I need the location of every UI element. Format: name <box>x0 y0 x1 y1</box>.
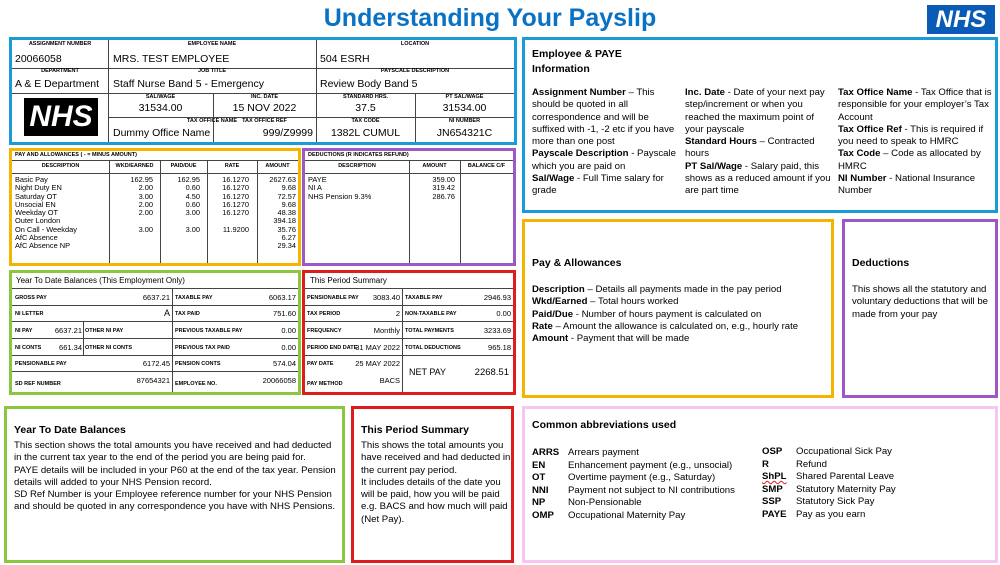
inc-date: 15 NOV 2022 <box>232 102 297 114</box>
ytd-sd-ref-label: SD REF NUMBER <box>15 381 61 387</box>
abbr-desc: Shared Parental Leave <box>796 471 895 483</box>
ytd-prev-taxable: 0.00 <box>281 326 296 335</box>
payscale-description: Review Body Band 5 <box>320 78 418 90</box>
ytd-taxable-pay-label: TAXABLE PAY <box>175 295 213 301</box>
standard-hrs-label: STANDARD HRS. <box>342 94 389 100</box>
pt-sal-wage-label: PT SAL/WAGE <box>445 94 484 100</box>
ytd-info-box <box>4 406 345 563</box>
ytd-ni-conts: 661.34 <box>59 343 82 352</box>
deduction-amounts: 359.00 319.42 286.76 <box>432 175 455 201</box>
assignment-number-desc: – This should be quoted in all correspondence and will be suffixed with -1, -2 etc if you have more than one post <box>532 87 675 148</box>
abbr-desc: Statutory Sick Pay <box>796 496 875 508</box>
period-non-taxable: 0.00 <box>496 309 511 318</box>
employee-info-box <box>522 37 998 213</box>
ytd-pensionable-label: PENSIONABLE PAY <box>15 361 67 367</box>
period-pensionable: 3083.40 <box>372 293 400 302</box>
pay-info-box <box>522 219 834 398</box>
pay-info-heading: Pay & Allowances <box>532 257 622 269</box>
page-title: Understanding Your Payslip <box>323 4 657 32</box>
tax-office-name-label: TAX OFFICE NAME <box>186 118 237 124</box>
ytd-gross-pay-label: GROSS PAY <box>15 295 47 301</box>
pt-sal-wage-term: PT Sal/Wage <box>685 160 743 172</box>
ytd-ni-letter-label: NI LETTER <box>15 311 44 317</box>
ytd-ni-conts-label: NI CONTS <box>15 345 42 351</box>
paid-due-term: Paid/Due <box>532 308 574 320</box>
pt-sal-wage: 31534.00 <box>442 102 487 114</box>
period-info-text: This shows the total amounts you have received and had deducted in the current pay period. It includes details of the date you will be paid, how you will be paid e.g. BACS and how much will paid (Net Pay). <box>361 440 511 525</box>
wkd-earned-desc: – Total hours worked <box>587 296 679 308</box>
ni-number: JN654321C <box>436 127 493 139</box>
payscale-description-desc: - Payscale which you are paid on <box>532 148 676 172</box>
rate-desc: – Amount the allowance is calculated on, e.g., hourly rate <box>552 320 799 332</box>
pt-sal-wage-desc: - Salary paid, this shows as a reduced amount if you are part time <box>685 160 831 197</box>
ytd-employee-no: 20066058 <box>262 376 296 385</box>
tax-code: 1382L CUMUL <box>330 127 401 139</box>
assignment-number-term: Assignment Number <box>532 87 626 98</box>
ytd-other-ni-pay-label: OTHER NI PAY <box>85 328 124 334</box>
abbreviations-left <box>532 447 735 523</box>
employee-name-label: EMPLOYEE NAME <box>187 41 237 47</box>
period-taxable: 2946.93 <box>483 293 511 302</box>
employee-info-col-3 <box>838 87 994 198</box>
standard-hours-term: Standard Hours <box>685 136 757 148</box>
abbr-code: OMP <box>532 509 554 521</box>
period-heading: This Period Summary <box>310 276 387 285</box>
period-total-payments-label: TOTAL PAYMENTS <box>405 328 454 334</box>
job-title-label: JOB TITLE <box>197 68 227 74</box>
abbreviations-heading: Common abbreviations used <box>532 419 677 431</box>
sal-wage-term: Sal/Wage <box>532 173 575 185</box>
period-taxable-label: TAXABLE PAY <box>405 295 443 301</box>
pay-col-paid: PAID/DUE <box>170 163 197 169</box>
ytd-sd-ref: 87654321 <box>136 376 170 385</box>
period-end-date-label: PERIOD END DATE <box>307 345 358 351</box>
standard-hours-desc: – Contracted hours <box>685 136 815 160</box>
employee-info-col-1 <box>532 87 678 198</box>
employee-info-heading-1: Employee & PAYE <box>532 48 622 60</box>
abbr-desc: Pay as you earn <box>796 508 866 520</box>
ytd-pension-conts-label: PENSION CONTS <box>175 361 221 367</box>
ytd-info-text: This section shows the total amounts you have received and had deducted in the current tax year to the end of the period you are being paid for. PAYE details will be included in your P60 at the end of the tax year. Pension details will added to your NHS Pension record. SD Ref Number is your Employee reference number for your NHS Pension and should be quoted in any correspondence you have with NHS Pensions. <box>14 440 336 513</box>
amount-desc: - Payment that will be made <box>568 333 690 345</box>
ded-col-description: DESCRIPTION <box>338 163 376 169</box>
abbr-desc: Statutory Maternity Pay <box>796 483 896 495</box>
ytd-prev-tax-paid-label: PREVIOUS TAX PAID <box>175 345 230 351</box>
pay-info-lines <box>532 284 828 345</box>
net-pay: 2268.51 <box>474 367 509 378</box>
pay-heading: PAY AND ALLOWANCES ( - = MINUS AMOUNT) <box>15 152 137 158</box>
pay-allowances-box <box>9 148 301 266</box>
ytd-gross-pay: 6637.21 <box>142 293 170 302</box>
period-tax-period-label: TAX PERIOD <box>307 311 341 317</box>
abbr-code: OT <box>532 472 546 484</box>
payscale-description-label: PAYSCALE DESCRIPTION <box>380 68 450 74</box>
department-label: DEPARTMENT <box>41 68 79 74</box>
ni-number-desc: - National Insurance Number <box>838 173 976 197</box>
ytd-pensionable: 6172.45 <box>142 359 170 368</box>
period-frequency: Monthly <box>373 326 400 335</box>
pay-col-rate: RATE <box>224 163 240 169</box>
ytd-ni-pay: 6637.21 <box>54 326 82 335</box>
ytd-info-heading: Year To Date Balances <box>14 424 126 436</box>
description-term: Description <box>532 284 585 295</box>
abbr-desc: Occupational Sick Pay <box>796 446 892 457</box>
location: 504 ESRH <box>320 53 370 65</box>
ytd-tax-paid: 751.60 <box>273 309 296 318</box>
abbr-desc: Refund <box>796 458 827 470</box>
period-summary-box <box>302 270 516 395</box>
nhs-logo-payslip: NHS <box>24 98 98 136</box>
amount-term: Amount <box>532 333 569 345</box>
assignment-number: 20066058 <box>15 53 62 65</box>
period-total-deductions-label: TOTAL DEDUCTIONS <box>405 345 461 351</box>
sal-wage-label: SAL/WAGE <box>145 94 176 100</box>
tax-code-term: Tax Code <box>838 148 881 160</box>
abbr-code: PAYE <box>762 508 787 520</box>
tax-office-name-desc: - Tax Office that is responsible for your employer’s Tax Account <box>838 87 992 123</box>
abbr-code: EN <box>532 459 546 471</box>
abbr-desc: Non-Pensionable <box>568 497 642 509</box>
employee-paye-box <box>9 37 517 145</box>
standard-hrs: 37.5 <box>355 102 376 114</box>
inc-date-desc: - Date of your next pay step/increment or when you reached the maximum point of your payscale <box>685 87 825 135</box>
tax-code-label: TAX CODE <box>351 118 380 124</box>
tax-office-ref: 999/Z9999 <box>262 127 313 139</box>
period-pay-method-label: PAY METHOD <box>307 381 343 387</box>
deductions-info-heading: Deductions <box>852 257 910 269</box>
period-pay-date-label: PAY DATE <box>307 361 334 367</box>
payscale-description-term: Payscale Description <box>532 148 629 160</box>
abbr-code: SMP <box>762 483 783 495</box>
job-title: Staff Nurse Band 5 - Emergency <box>113 78 264 90</box>
period-frequency-label: FREQUENCY <box>307 328 342 334</box>
ni-number-term: NI Number <box>838 173 887 185</box>
pay-rate-values: 16.1270 16.1270 16.1270 16.1270 16.1270 11.9200 <box>222 175 249 234</box>
period-info-heading: This Period Summary <box>361 424 469 436</box>
abbr-code: SSP <box>762 496 782 508</box>
ytd-tax-paid-label: TAX PAID <box>175 311 200 317</box>
deductions-info-box <box>842 219 998 398</box>
abbr-desc: Enhancement payment (e.g., unsocial) <box>568 459 733 471</box>
tax-office-name: Dummy Office Name <box>113 127 211 139</box>
deductions-info-text: This shows all the statutory and voluntary deductions that will be made from your pay <box>852 284 988 320</box>
period-pensionable-label: PENSIONABLE PAY <box>307 295 359 301</box>
deduction-descriptions: PAYE NI A NHS Pension 9.3% <box>308 175 372 201</box>
ytd-pension-conts: 574.04 <box>273 359 296 368</box>
wkd-earned-term: Wkd/Earned <box>532 296 588 308</box>
pay-paid-values: 162.95 0.60 4.50 0.60 3.00 3.00 <box>177 175 200 234</box>
pay-amount-values: 2627.63 9.68 72.57 9.68 48.38 394.18 35.76 6.27 29.34 <box>269 175 296 251</box>
abbr-code: NNI <box>532 484 549 496</box>
deductions-box <box>302 148 516 266</box>
ytd-employee-no-label: EMPLOYEE NO. <box>175 381 217 387</box>
paid-due-desc: - Number of hours payment is calculated on <box>573 308 762 320</box>
period-total-deductions: 965.18 <box>488 343 511 352</box>
rate-term: Rate <box>532 320 553 332</box>
abbr-code: R <box>762 458 769 470</box>
ytd-heading: Year To Date Balances (This Employment Only) <box>16 276 185 285</box>
abbr-code: ShPL <box>762 471 787 483</box>
abbr-code: ARRS <box>532 447 560 458</box>
tax-office-name-term: Tax Office Name <box>838 87 913 98</box>
assignment-number-label: ASSIGNMENT NUMBER <box>28 41 92 47</box>
period-total-payments: 3233.69 <box>483 326 511 335</box>
ni-number-label: NI NUMBER <box>448 118 481 124</box>
pay-col-wkd: WKD/EARNED <box>115 163 154 169</box>
period-info-box <box>351 406 514 563</box>
deductions-heading: DEDUCTIONS (R INDICATES REFUND) <box>308 152 409 158</box>
abbr-desc: Occupational Maternity Pay <box>568 509 686 521</box>
pay-descriptions: Basic Pay Night Duty EN Saturday OT Unsocial EN Weekday OT Outer London On Call - Weekday AfC Absence AfC Absence NP <box>15 175 77 251</box>
ded-col-balance: BALANCE C/F <box>467 163 506 169</box>
ytd-prev-taxable-label: PREVIOUS TAXABLE PAY <box>175 328 243 334</box>
abbr-desc: Payment not subject to NI contributions <box>568 484 735 496</box>
employee-info-col-2 <box>685 87 833 198</box>
tax-code-desc: – Code as allocated by HMRC <box>838 148 981 172</box>
tax-office-ref-desc: - This is required if you need to speak to HMRC <box>838 123 984 148</box>
department: A & E Department <box>15 78 100 90</box>
period-non-taxable-label: NON-TAXABLE PAY <box>405 311 457 317</box>
description-desc: – Details all payments made in the pay period <box>584 284 782 295</box>
sal-wage-desc: - Full Time salary for grade <box>532 173 664 197</box>
pay-col-amount: AMOUNT <box>265 163 290 169</box>
location-label: LOCATION <box>400 41 430 47</box>
ytd-ni-letter: A <box>163 308 170 318</box>
employee-info-heading-2: Information <box>532 63 590 75</box>
ytd-ni-pay-label: NI PAY <box>15 328 33 334</box>
abbreviations-right <box>762 446 896 522</box>
ytd-prev-tax-paid: 0.00 <box>281 343 296 352</box>
abbr-code: OSP <box>762 446 783 457</box>
pay-wkd-values: 162.95 2.00 3.00 2.00 2.00 3.00 <box>130 175 153 234</box>
nhs-logo-top: NHS <box>927 5 995 34</box>
pay-col-description: DESCRIPTION <box>41 163 80 169</box>
sal-wage: 31534.00 <box>138 102 183 114</box>
employee-info-heading <box>532 47 732 77</box>
employee-name: MRS. TEST EMPLOYEE <box>113 53 230 65</box>
period-end-date: 31 MAY 2022 <box>355 343 400 352</box>
inc-date-term: Inc. Date <box>685 87 725 98</box>
ytd-box <box>9 270 301 395</box>
abbr-desc: Arrears payment <box>568 447 639 458</box>
period-pay-date: 25 MAY 2022 <box>355 359 400 368</box>
abbr-desc: Overtime payment (e.g., Saturday) <box>568 472 716 484</box>
abbr-code: NP <box>532 497 546 509</box>
tax-office-ref-term: Tax Office Ref <box>838 123 902 135</box>
ytd-other-ni-conts-label: OTHER NI CONTS <box>85 345 133 351</box>
inc-date-label: INC. DATE <box>250 94 279 100</box>
net-pay-label: NET PAY <box>409 367 447 377</box>
ded-col-amount: AMOUNT <box>422 163 447 169</box>
abbreviations-box <box>522 406 998 563</box>
period-pay-method: BACS <box>379 376 400 385</box>
tax-office-ref-label: TAX OFFICE REF <box>242 118 287 124</box>
period-tax-period: 2 <box>395 309 400 318</box>
ytd-taxable-pay: 6063.17 <box>268 293 296 302</box>
